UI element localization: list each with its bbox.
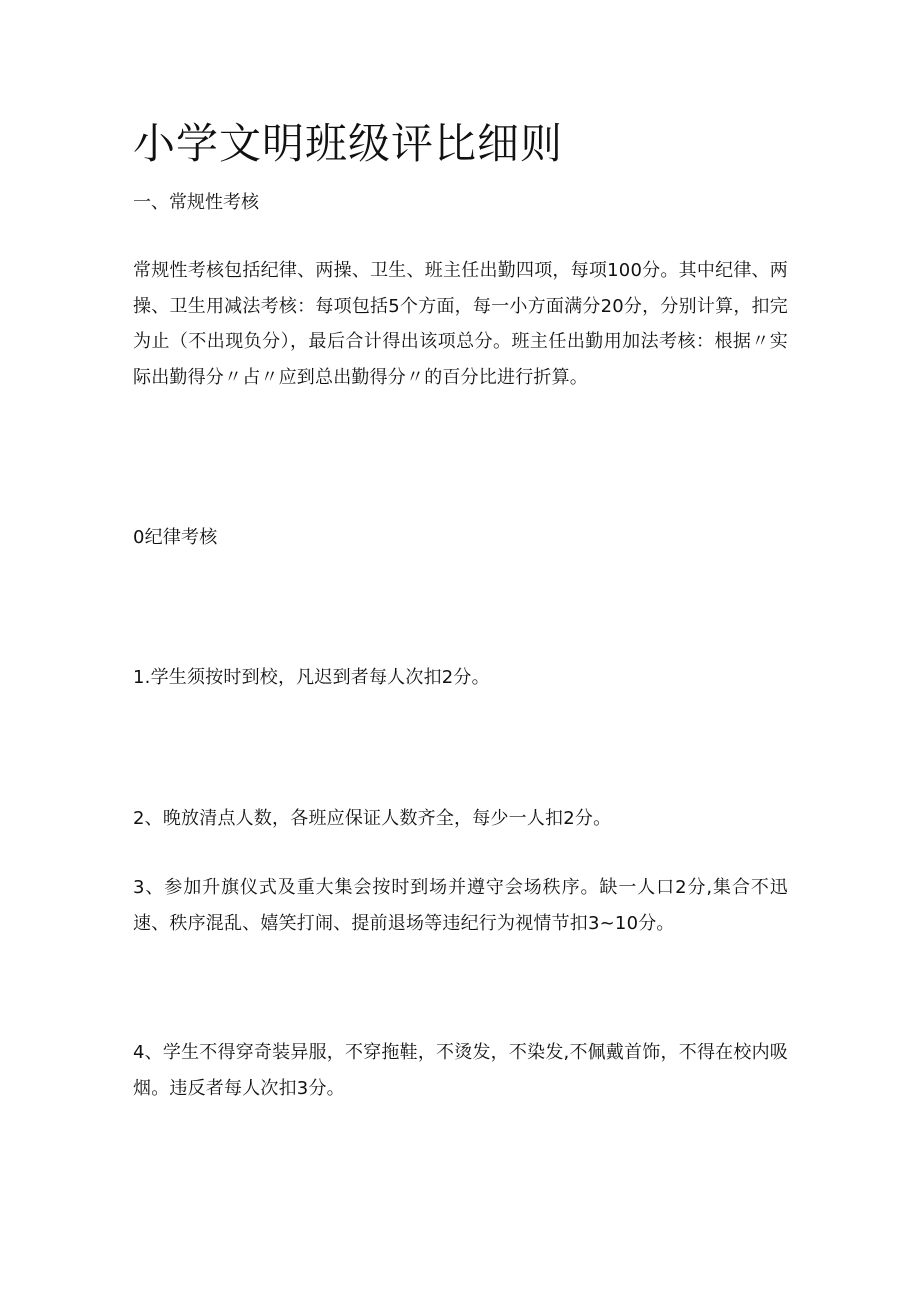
rule-item-4: 4、学生不得穿奇装异服，不穿拖鞋，不烫发，不染发,不佩戴首饰，不得在校内吸烟。违反者每人次扣3分。 [133, 1042, 788, 1099]
subsection-heading-discipline: 0纪律考核 [133, 527, 218, 548]
rule-item-2: 2、晚放清点人数，各班应保证人数齐全，每少一人扣2分。 [133, 808, 612, 829]
section-heading-routine-assessment: 一、常规性考核 [133, 192, 259, 213]
rule-item-3: 3、参加升旗仪式及重大集会按时到场并遵守会场秩序。缺一人口2分,集合不迅速、秩序混乱、嬉笑打闹、提前退场等违纪行为视情节扣3~10分。 [133, 877, 788, 934]
document-title: 小学文明班级评比细则 [133, 119, 564, 168]
intro-paragraph: 常规性考核包括纪律、两操、卫生、班主任出勤四项，每项100分。其中纪律、两操、卫生用减法考核：每项包括5个方面，每一小方面满分20分，分别计算，扣完为止（不出现负分），最后合计得出该项总分。班主任出勤用加法考核：根据〃实际出勤得分〃占〃应到总出勤得分〃的百分比进行折算。 [133, 260, 788, 388]
rule-item-1: 1.学生须按时到校，凡迟到者每人次扣2分。 [133, 667, 490, 688]
